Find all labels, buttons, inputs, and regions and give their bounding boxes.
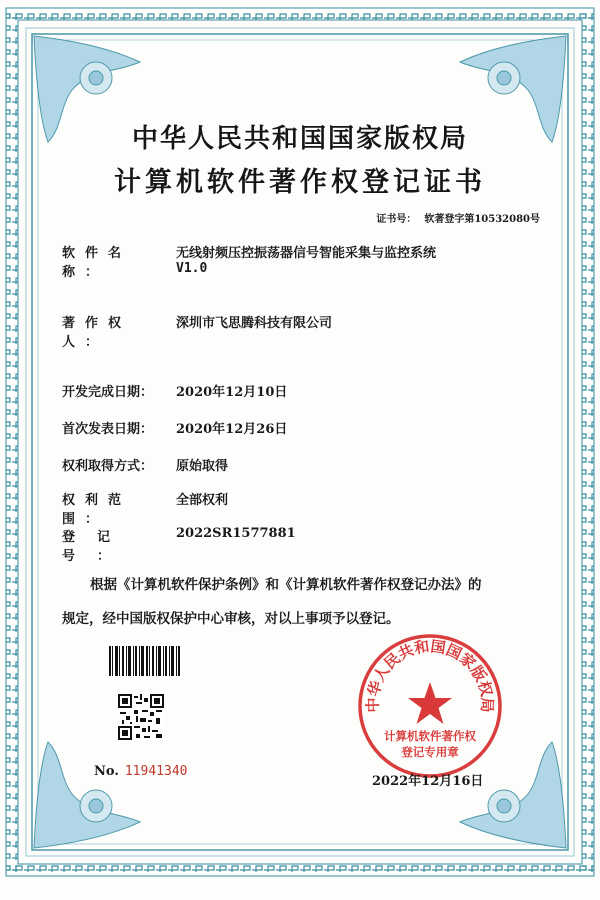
- software-version: V1.0: [176, 261, 208, 276]
- statement-line-2: 规定，经中国版权保护中心审核，对以上事项予以登记。: [62, 611, 400, 627]
- seal-ring-text: 中华人民共和国国家版权局: [363, 637, 497, 713]
- first-publication-date-row: [62, 418, 287, 437]
- serial-number: [94, 764, 187, 779]
- official-seal: [356, 632, 504, 780]
- issuing-authority: 中华人民共和国国家版权局: [131, 124, 468, 154]
- software-name-row: [62, 242, 436, 280]
- rights-scope-label: 权利范围：: [62, 493, 132, 527]
- qr-code-icon: [118, 694, 164, 740]
- certificate-title: 计算机软件著作权登记证书: [114, 167, 486, 198]
- acquisition-method-row: [62, 455, 228, 474]
- registration-number-value: 2022SR1577881: [176, 526, 296, 541]
- certificate-number: [376, 210, 540, 225]
- registration-number-row: [62, 526, 296, 564]
- rights-scope-row: [62, 489, 228, 527]
- first-publication-date-value: 2020年12月26日: [176, 422, 288, 437]
- serial-number-label: No.: [94, 764, 119, 779]
- registration-number-label: 登记号：: [62, 530, 133, 564]
- software-name-value: 无线射频压控振荡器信号智能采集与监控系统: [176, 246, 437, 261]
- barcode-icon: [108, 646, 182, 676]
- acquisition-method-value: 原始取得: [176, 459, 229, 474]
- seal-center-line-1: 计算机软件著作权: [384, 729, 476, 743]
- seal-center-line-2: 登记专用章: [401, 745, 459, 759]
- certificate-number-label: 证书号：: [376, 214, 417, 225]
- copyright-holder-row: [62, 312, 332, 350]
- issue-date: 2022年12月16日: [372, 774, 484, 789]
- completion-date-row: [62, 381, 287, 400]
- serial-number-value: 11941340: [124, 764, 188, 779]
- rights-scope-value: 全部权利: [176, 493, 229, 508]
- first-publication-date-label: 首次发表日期：: [62, 422, 154, 437]
- copyright-holder-label: 著作权人：: [62, 316, 132, 350]
- completion-date-value: 2020年12月10日: [176, 385, 288, 400]
- software-name-label: 软件名称：: [62, 246, 132, 280]
- acquisition-method-label: 权利取得方式：: [62, 459, 154, 474]
- copyright-holder-value: 深圳市飞思腾科技有限公司: [176, 316, 333, 331]
- registration-statement: [62, 568, 552, 636]
- completion-date-label: 开发完成日期：: [62, 385, 154, 400]
- certificate-number-value: 软著登字第10532080号: [424, 214, 540, 225]
- statement-line-1: 根据《计算机软件保护条例》和《计算机软件著作权登记办法》的: [90, 577, 482, 593]
- star-icon: [408, 682, 452, 724]
